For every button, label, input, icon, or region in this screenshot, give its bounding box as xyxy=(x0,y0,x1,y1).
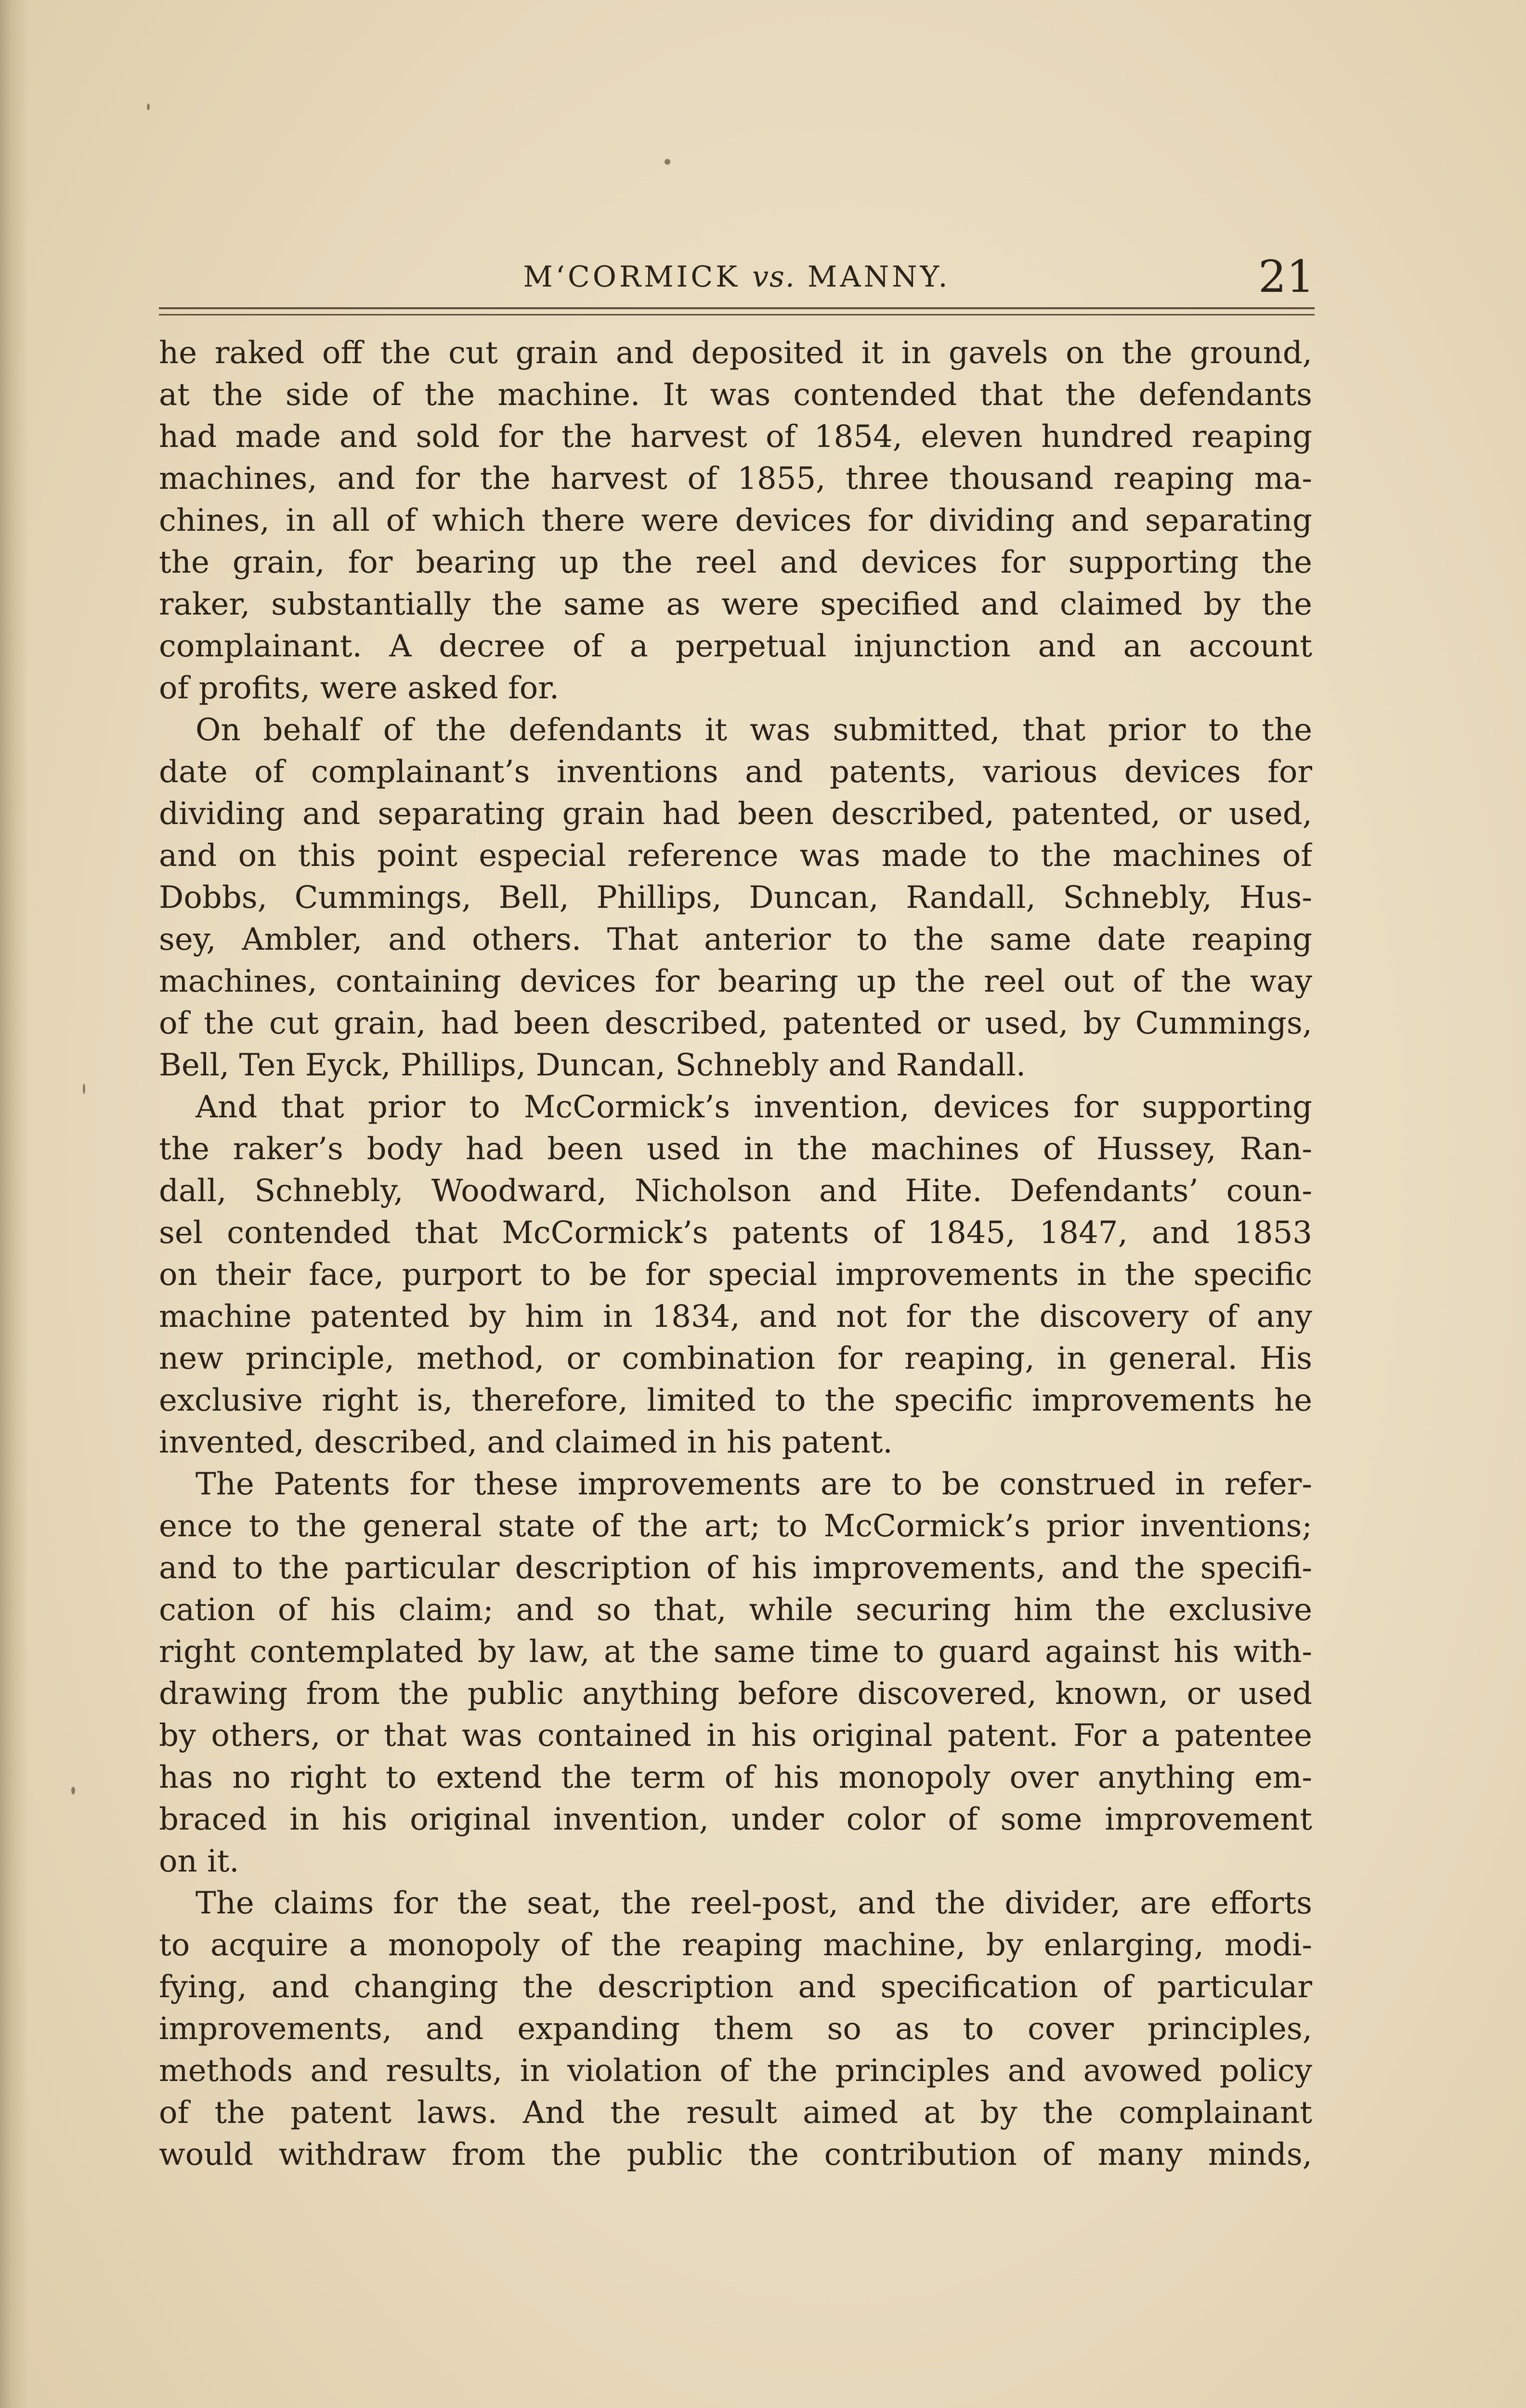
text-line: at the side of the machine. It was contended that the defendants xyxy=(159,377,1312,413)
text-line: date of complainant’s inventions and patents, various devices for xyxy=(159,754,1312,790)
text-line: has no right to extend the term of his monopoly over anything em- xyxy=(159,1760,1312,1795)
text-line: sey, Ambler, and others. That anterior to the same date reaping xyxy=(159,922,1312,957)
text-line: braced in his original invention, under color of some improvement xyxy=(159,1802,1312,1837)
text-line: raker, substantially the same as were specified and claimed by the xyxy=(159,587,1312,622)
text-line: would withdraw from the public the contribution of many minds, xyxy=(159,2137,1312,2172)
running-head-end: MANNY. xyxy=(795,260,951,294)
text-line: by others, or that was contained in his original patent. For a patentee xyxy=(159,1718,1312,1754)
text-line: exclusive right is, therefore, limited to the specific improvements he xyxy=(159,1383,1312,1418)
paper-speck xyxy=(665,159,670,165)
text-line: Dobbs, Cummings, Bell, Phillips, Duncan, Randall, Schnebly, Hus- xyxy=(159,880,1312,916)
text-line: improvements, and expanding them so as to cover principles, xyxy=(159,2011,1312,2047)
text-line: sel contended that McCormick’s patents of 1845, 1847, and 1853 xyxy=(159,1215,1312,1251)
text-line: drawing from the public anything before discovered, known, or used xyxy=(159,1676,1312,1712)
paragraph-start-line: The claims for the seat, the reel-post, and the divider, are efforts xyxy=(196,1885,1312,1921)
page-gutter-shadow xyxy=(0,0,29,2408)
text-line: the raker’s body had been used in the machines of Hussey, Ran- xyxy=(159,1131,1312,1167)
header-rule-bottom xyxy=(159,314,1315,315)
text-line: he raked off the cut grain and deposited it in gavels on the ground, xyxy=(159,335,1312,371)
header-rule-top xyxy=(159,307,1315,309)
paper-speck xyxy=(83,1084,85,1094)
page-number: 21 xyxy=(1258,251,1315,302)
text-line: and to the particular description of his improvements, and the specifi- xyxy=(159,1550,1312,1586)
paragraph-start-line: The Patents for these improvements are to be construed in refer- xyxy=(196,1466,1312,1502)
text-line: dall, Schnebly, Woodward, Nicholson and Hite. Defendants’ coun- xyxy=(159,1173,1312,1209)
body-text xyxy=(159,332,1312,2176)
text-line: of profits, were asked for. xyxy=(159,670,560,706)
running-head-versus: vs. xyxy=(752,260,796,294)
paragraph-start-line: On behalf of the defendants it was submitted, that prior to the xyxy=(196,712,1312,748)
text-line: on it. xyxy=(159,1844,239,1879)
text-line: methods and results, in violation of the principles and avowed policy xyxy=(159,2053,1312,2089)
text-line: machines, containing devices for bearing up the reel out of the way xyxy=(159,964,1312,999)
text-line: and on this point especial reference was made to the machines of xyxy=(159,838,1312,874)
text-line: the grain, for bearing up the reel and devices for supporting the xyxy=(159,545,1312,580)
text-line: complainant. A decree of a perpetual injunction and an account xyxy=(159,628,1312,664)
text-line: fying, and changing the description and specification of particular xyxy=(159,1969,1312,2005)
text-line: of the patent laws. And the result aimed at by the complainant xyxy=(159,2095,1312,2131)
paper-speck xyxy=(71,1787,75,1794)
text-line: new principle, method, or combination for reaping, in general. His xyxy=(159,1341,1312,1376)
text-line: right contemplated by law, at the same time to guard against his with- xyxy=(159,1634,1312,1670)
text-line: of the cut grain, had been described, patented or used, by Cummings, xyxy=(159,1006,1312,1041)
running-head xyxy=(159,250,1315,303)
running-head-start: M‘CORMICK xyxy=(523,260,753,294)
text-line: machine patented by him in 1834, and not for the discovery of any xyxy=(159,1299,1312,1335)
text-line: to acquire a monopoly of the reaping machine, by enlarging, modi- xyxy=(159,1927,1312,1963)
text-line: Bell, Ten Eyck, Phillips, Duncan, Schnebly and Randall. xyxy=(159,1047,1026,1083)
text-line: dividing and separating grain had been described, patented, or used, xyxy=(159,796,1312,832)
page-header xyxy=(159,250,1315,303)
paper-speck xyxy=(147,104,150,110)
text-line: had made and sold for the harvest of 1854, eleven hundred reaping xyxy=(159,419,1312,455)
text-line: cation of his claim; and so that, while securing him the exclusive xyxy=(159,1592,1312,1628)
paragraph-start-line: And that prior to McCormick’s invention, devices for supporting xyxy=(196,1089,1312,1125)
text-line: ence to the general state of the art; to McCormick’s prior inventions; xyxy=(159,1508,1312,1544)
text-line: on their face, purport to be for special improvements in the specific xyxy=(159,1257,1312,1293)
text-line: machines, and for the harvest of 1855, three thousand reaping ma- xyxy=(159,461,1312,497)
text-line: chines, in all of which there were devices for dividing and separating xyxy=(159,503,1312,538)
text-line: invented, described, and claimed in his patent. xyxy=(159,1425,893,1460)
